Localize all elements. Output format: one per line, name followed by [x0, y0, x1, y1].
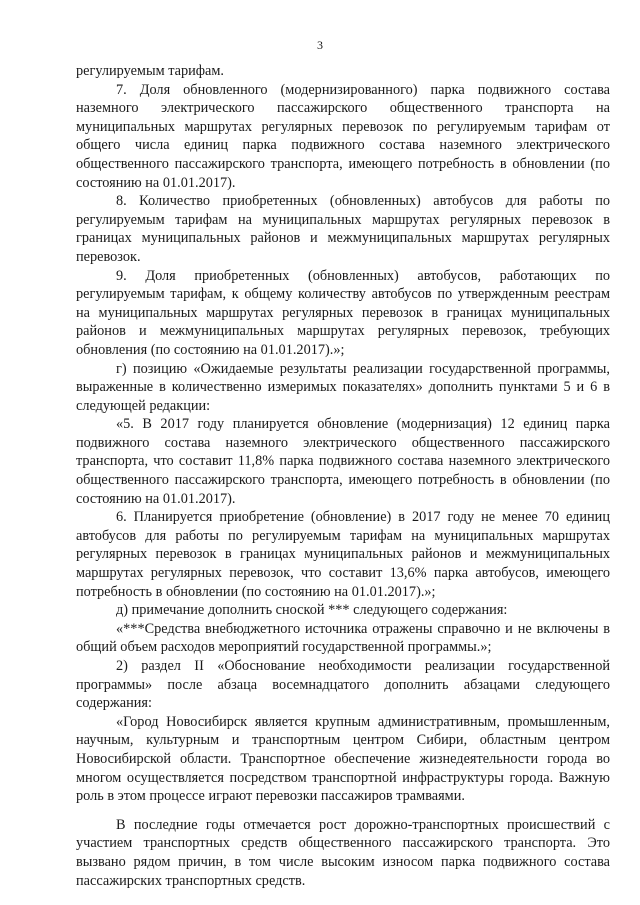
paragraph: 9. Доля приобретенных (обновленных) автобусов, работающих по регулируемым тарифам, к общему количеству автобусов по утвержденным реестрам на муниципальных маршрутах регулярных перевозок в границах муниципальных районов и межмуниципальных маршрутах регулярных перевозок, требующих обновления (по состоянию на 01.01.2017).»;: [76, 267, 610, 358]
paragraph: 2) раздел II «Обоснование необходимости реализации государственной программы» после абзаца восемнадцатого дополнить абзацами следующего содержания:: [76, 658, 610, 712]
document-body: [76, 62, 610, 890]
page-number: 3: [317, 38, 323, 52]
paragraph: регулируемым тарифам.: [76, 63, 225, 79]
paragraph: д) примечание дополнить сноской *** следующего содержания:: [116, 602, 508, 619]
paragraph: «5. В 2017 году планируется обновление (модернизация) 12 единиц парка подвижного состава наземного электрического общественного пассажирского транспорта, что составит 11,8% парка подвижного состава наземного электрического общественного пассажирского транспорта, имеющего потребность в обновлении (по состоянию на 01.01.2017).: [76, 416, 610, 507]
paragraph: 8. Количество приобретенных (обновленных) автобусов для работы по регулируемым тарифам на муниципальных маршрутах регулярных перевозок в границах муниципальных районов и межмуниципальных маршрутах регулярных перевозок.: [76, 193, 610, 265]
paragraph: «***Средства внебюджетного источника отражены справочно и не включены в общий объем расходов мероприятий государственной программы.»;: [76, 620, 610, 656]
paragraph: 7. Доля обновленного (модернизированного) парка подвижного состава наземного электрического пассажирского общественного транспорта на муниципальных маршрутах регулярных перевозок по регулируемым тарифам от общего числа единиц парка подвижного состава наземного электрического общественного пассажирского транспорта, имеющего потребность в обновлении (по состоянию на 01.01.2017).: [76, 81, 610, 191]
paragraph: г) позицию «Ожидаемые результаты реализации государственной программы, выраженные в количественно измеримых показателях» дополнить пунктами 5 и 6 в следующей редакции:: [76, 360, 610, 414]
paragraph: 6. Планируется приобретение (обновление) в 2017 году не менее 70 единиц автобусов для работы по регулируемым тарифам на муниципальных маршрутах регулярных перевозок в границах муниципальных районов и межмуниципальных маршрутах регулярных перевозок, что составит 13,6% парка автобусов, имеющего потребность в обновлении (по состоянию на 01.01.2017).»;: [76, 509, 610, 600]
paragraph: «Город Новосибирск является крупным административным, промышленным, научным, культурным и транспортным центром Сибири, областным центром Новосибирской области. Транспортное обеспечение жизнедеятельности города во многом осуществляется посредством транспортной инфраструктуры города. Важную роль в этом процессе играют перевозки пассажиров трамваями.: [76, 713, 610, 805]
paragraph: В последние годы отмечается рост дорожно-транспортных происшествий с участием транспортных средств общественного пассажирского транспорта. Это вызвано рядом причин, в том числе высоким износом парка подвижного состава пассажирских транспортных средств.: [76, 816, 610, 889]
